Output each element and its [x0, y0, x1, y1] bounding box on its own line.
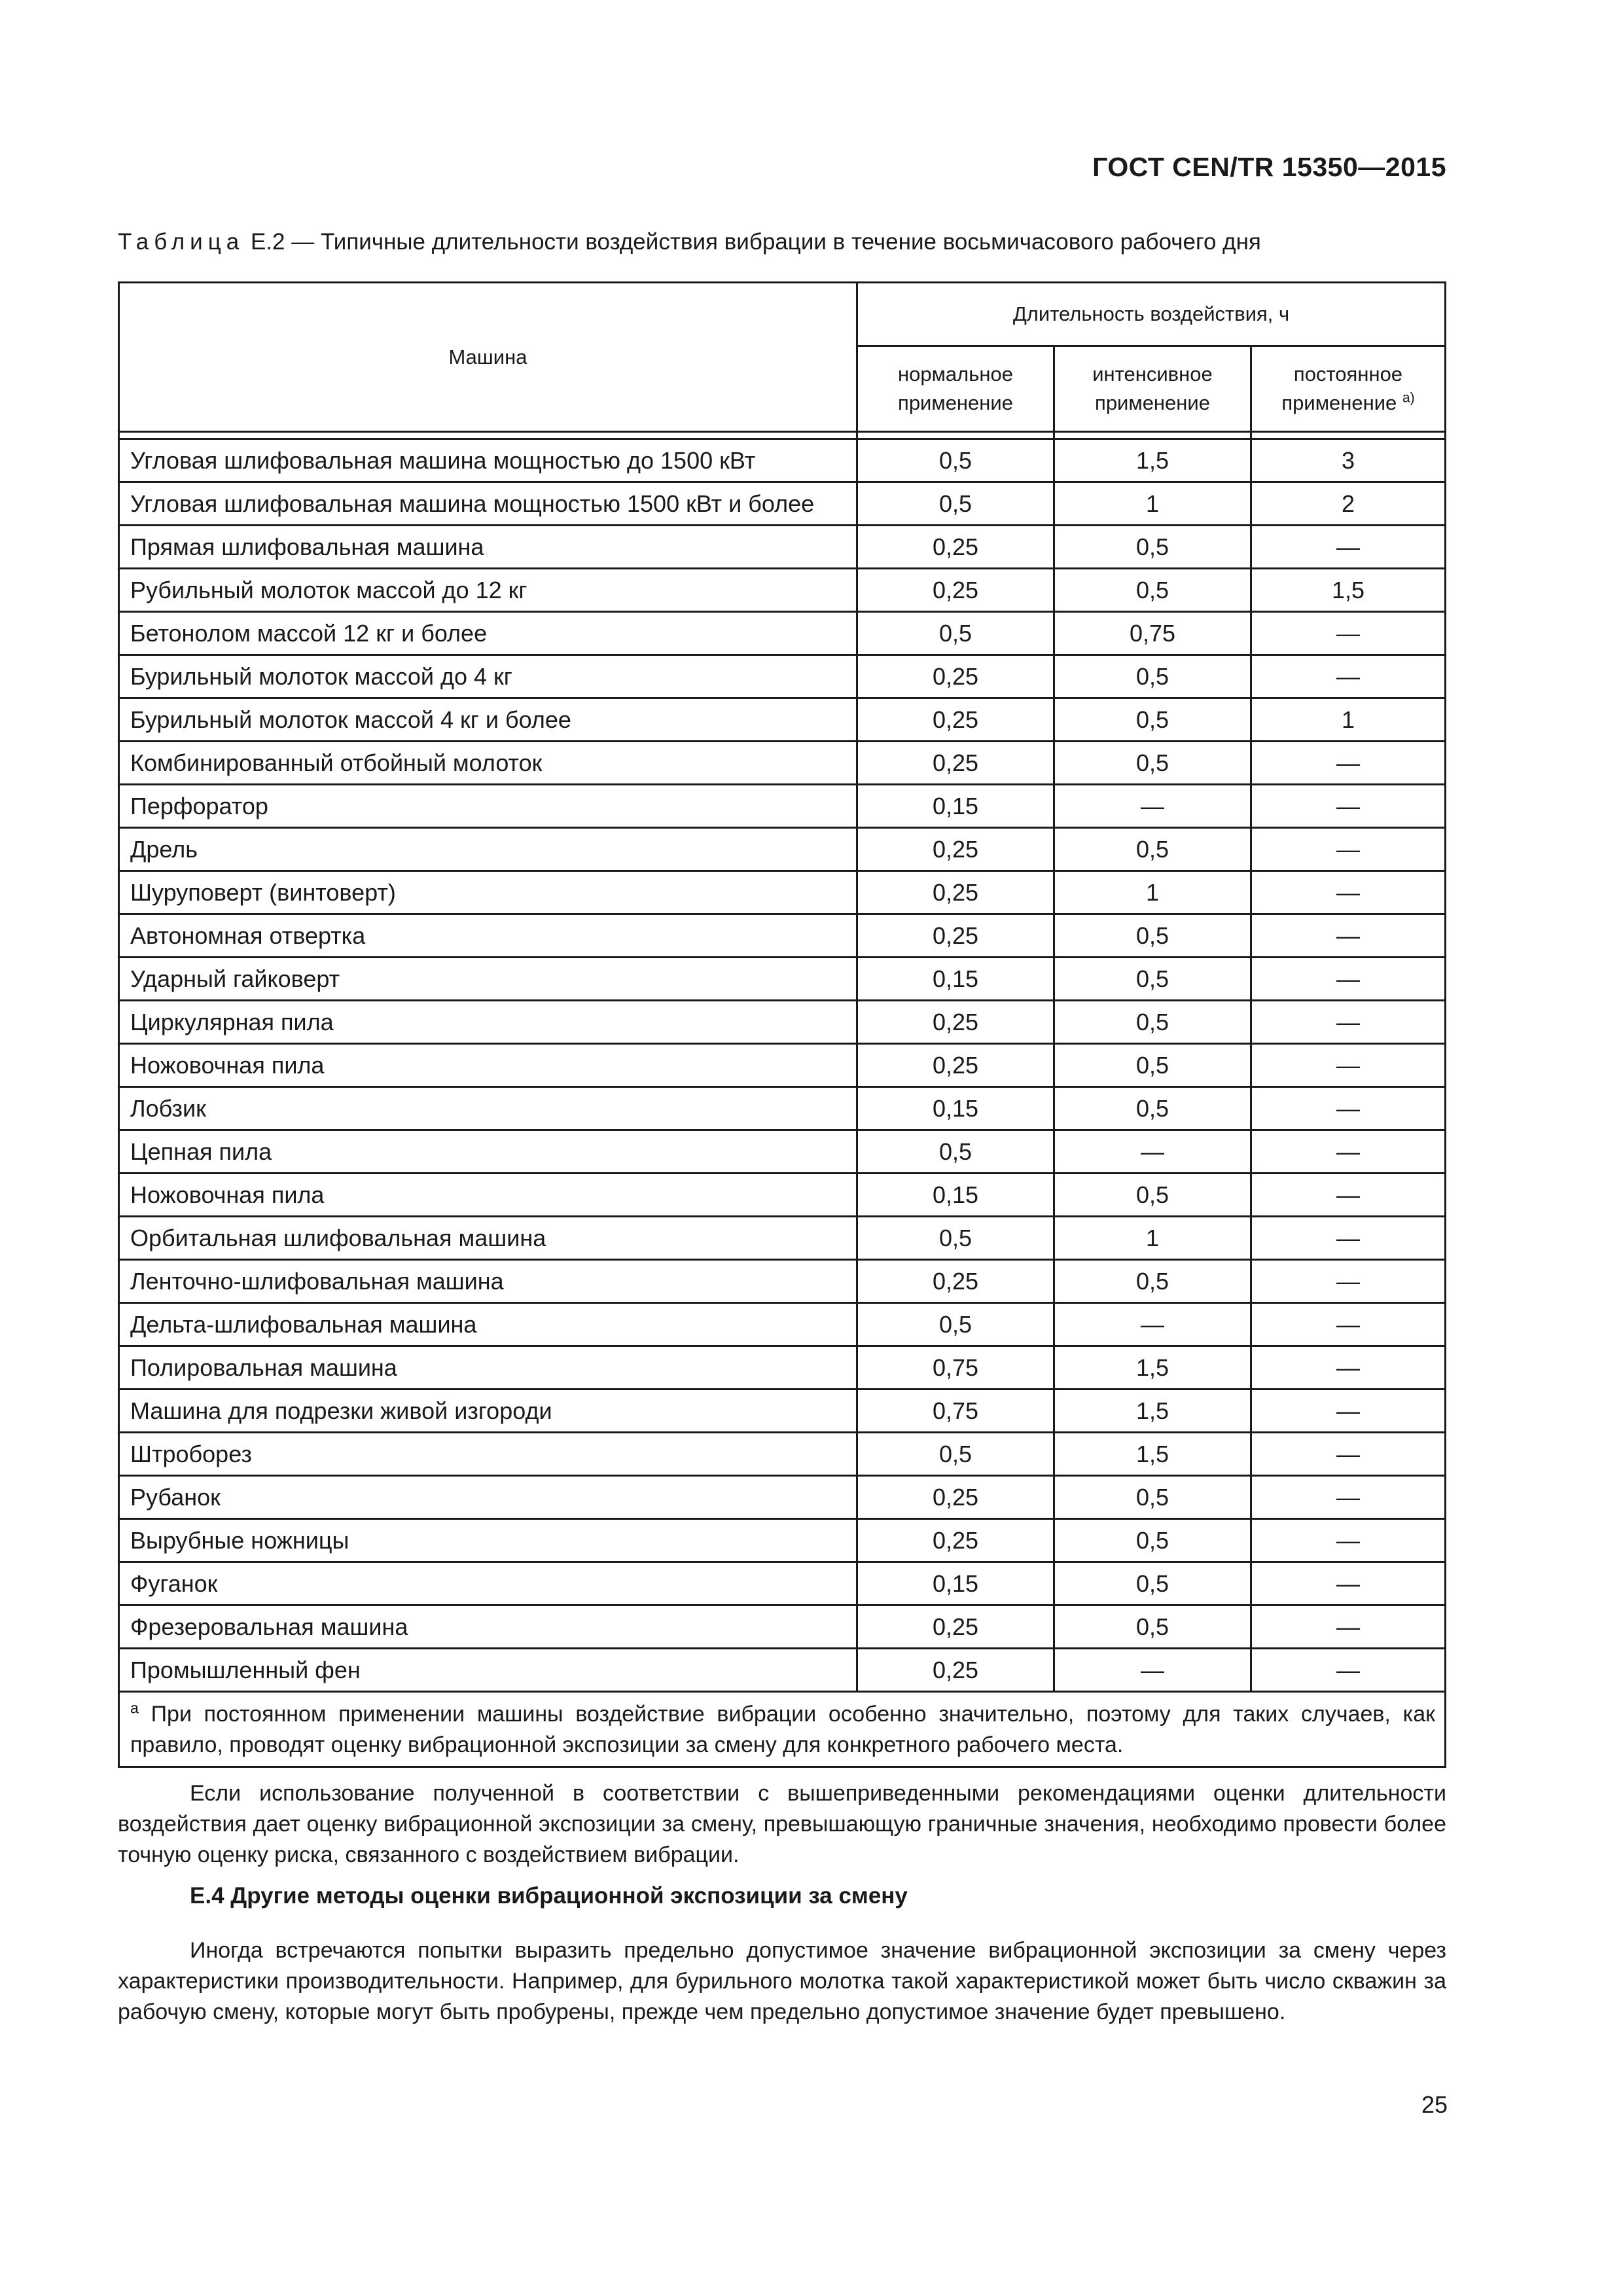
footnote-reference: а)	[1402, 390, 1415, 406]
footnote-text: При постоянном применении машины воздействие вибрации особенно значительно, поэтому для таких случаев, как правило, проводят оценку вибрационной экспозиции за смену для конкретного рабочего места.	[130, 1702, 1435, 1757]
vibration-duration-table	[118, 281, 1446, 1768]
table-row	[119, 1390, 1446, 1433]
cell-constant: —	[1251, 1130, 1446, 1174]
table-row	[119, 1476, 1446, 1519]
cell-constant: —	[1251, 1605, 1446, 1649]
cell-machine: Циркулярная пила	[119, 1001, 857, 1044]
cell-normal: 0,25	[857, 1260, 1054, 1303]
cell-constant: —	[1251, 1433, 1446, 1476]
cell-constant: —	[1251, 828, 1446, 871]
cell-intensive: —	[1054, 1649, 1251, 1692]
cell-normal: 0,25	[857, 914, 1054, 958]
cell-constant: 3	[1251, 439, 1446, 482]
table-row	[119, 871, 1446, 914]
cell-machine: Цепная пила	[119, 1130, 857, 1174]
cell-machine: Ножовочная пила	[119, 1174, 857, 1217]
column-header-machine: Машина	[119, 283, 857, 432]
table-row	[119, 526, 1446, 569]
cell-intensive: 0,5	[1054, 526, 1251, 569]
table-row	[119, 742, 1446, 785]
cell-normal: 0,15	[857, 785, 1054, 828]
cell-intensive: 0,5	[1054, 698, 1251, 742]
cell-constant: —	[1251, 1087, 1446, 1130]
cell-machine: Промышленный фен	[119, 1649, 857, 1692]
cell-intensive: —	[1054, 1130, 1251, 1174]
table-row	[119, 1174, 1446, 1217]
cell-machine: Вырубные ножницы	[119, 1519, 857, 1562]
cell-normal: 0,25	[857, 526, 1054, 569]
cell-machine: Штроборез	[119, 1433, 857, 1476]
cell-machine: Рубанок	[119, 1476, 857, 1519]
table-row	[119, 655, 1446, 698]
table-row	[119, 1087, 1446, 1130]
cell-constant: —	[1251, 871, 1446, 914]
cell-normal: 0,25	[857, 1001, 1054, 1044]
cell-constant: —	[1251, 1044, 1446, 1087]
cell-machine: Ножовочная пила	[119, 1044, 857, 1087]
document-header: ГОСТ CEN/TR 15350—2015	[1092, 152, 1446, 182]
cell-constant: 1,5	[1251, 569, 1446, 612]
table-caption-text: Е.2 — Типичные длительности воздействия вибрации в течение восьмичасового рабочего дня	[244, 229, 1261, 255]
cell-constant: —	[1251, 1519, 1446, 1562]
cell-constant: —	[1251, 785, 1446, 828]
cell-machine: Бурильный молоток массой 4 кг и более	[119, 698, 857, 742]
cell-intensive: 0,5	[1054, 1476, 1251, 1519]
cell-machine: Комбинированный отбойный молоток	[119, 742, 857, 785]
table-row	[119, 1044, 1446, 1087]
cell-normal: 0,5	[857, 439, 1054, 482]
table-row	[119, 1605, 1446, 1649]
cell-machine: Рубильный молоток массой до 12 кг	[119, 569, 857, 612]
cell-intensive: 0,5	[1054, 655, 1251, 698]
table-row	[119, 482, 1446, 526]
cell-intensive: 0,5	[1054, 1001, 1251, 1044]
cell-constant: —	[1251, 742, 1446, 785]
body-paragraph-2: Иногда встречаются попытки выразить предельно допустимое значение вибрационной экспозиции за смену через характеристики производительности. Например, для бурильного молотка такой характеристикой может быть число скважин за рабочую смену, которые могут быть пробурены, прежде чем предельно допустимое значение будет превышено.	[118, 1938, 1446, 2024]
cell-constant: —	[1251, 1649, 1446, 1692]
table-footnote	[119, 1692, 1446, 1767]
footnote-mark: а	[130, 1699, 139, 1717]
cell-normal: 0,25	[857, 1649, 1054, 1692]
table-row	[119, 785, 1446, 828]
cell-intensive: 0,5	[1054, 1605, 1251, 1649]
table-row	[119, 1649, 1446, 1692]
table-row	[119, 569, 1446, 612]
cell-machine: Полировальная машина	[119, 1346, 857, 1390]
cell-intensive: 1	[1054, 871, 1251, 914]
cell-machine: Бурильный молоток массой до 4 кг	[119, 655, 857, 698]
cell-intensive: 0,75	[1054, 612, 1251, 655]
cell-intensive: 1,5	[1054, 1346, 1251, 1390]
cell-normal: 0,5	[857, 1130, 1054, 1174]
cell-normal: 0,75	[857, 1390, 1054, 1433]
column-header-constant	[1251, 346, 1446, 432]
cell-machine: Угловая шлифовальная машина мощностью 1500 кВт и более	[119, 482, 857, 526]
cell-intensive: 0,5	[1054, 1260, 1251, 1303]
cell-normal: 0,5	[857, 482, 1054, 526]
cell-constant: —	[1251, 1562, 1446, 1605]
cell-machine: Бетонолом массой 12 кг и более	[119, 612, 857, 655]
cell-machine: Дрель	[119, 828, 857, 871]
table-row	[119, 1130, 1446, 1174]
cell-normal: 0,25	[857, 828, 1054, 871]
cell-constant: —	[1251, 1346, 1446, 1390]
cell-machine: Фуганок	[119, 1562, 857, 1605]
cell-constant: —	[1251, 1217, 1446, 1260]
cell-intensive: 0,5	[1054, 1519, 1251, 1562]
cell-normal: 0,5	[857, 1433, 1054, 1476]
cell-intensive: —	[1054, 785, 1251, 828]
cell-constant: 1	[1251, 698, 1446, 742]
cell-constant: —	[1251, 1303, 1446, 1346]
cell-constant: —	[1251, 1001, 1446, 1044]
cell-normal: 0,15	[857, 958, 1054, 1001]
cell-machine: Автономная отвертка	[119, 914, 857, 958]
cell-constant: —	[1251, 612, 1446, 655]
cell-normal: 0,15	[857, 1087, 1054, 1130]
cell-constant: —	[1251, 958, 1446, 1001]
cell-intensive: 0,5	[1054, 958, 1251, 1001]
page-number: 25	[1421, 2091, 1448, 2118]
cell-intensive: 1,5	[1054, 1433, 1251, 1476]
table-row	[119, 439, 1446, 482]
cell-constant: 2	[1251, 482, 1446, 526]
cell-constant: —	[1251, 526, 1446, 569]
table-row	[119, 828, 1446, 871]
cell-normal: 0,25	[857, 569, 1054, 612]
cell-machine: Перфоратор	[119, 785, 857, 828]
table-row	[119, 698, 1446, 742]
cell-machine: Орбитальная шлифовальная машина	[119, 1217, 857, 1260]
cell-constant: —	[1251, 914, 1446, 958]
cell-intensive: 0,5	[1054, 1562, 1251, 1605]
table-row	[119, 1562, 1446, 1605]
column-header-intensive: интенсивное применение	[1054, 346, 1251, 432]
cell-intensive: 0,5	[1054, 1174, 1251, 1217]
cell-normal: 0,25	[857, 698, 1054, 742]
cell-constant: —	[1251, 1260, 1446, 1303]
table-row	[119, 1001, 1446, 1044]
cell-machine: Фрезеровальная машина	[119, 1605, 857, 1649]
cell-machine: Машина для подрезки живой изгороди	[119, 1390, 857, 1433]
table-row	[119, 958, 1446, 1001]
table-row	[119, 1433, 1446, 1476]
table-row	[119, 1519, 1446, 1562]
cell-intensive: 0,5	[1054, 569, 1251, 612]
cell-intensive: 0,5	[1054, 1044, 1251, 1087]
cell-intensive: —	[1054, 1303, 1251, 1346]
cell-normal: 0,25	[857, 1476, 1054, 1519]
cell-constant: —	[1251, 1174, 1446, 1217]
cell-normal: 0,5	[857, 612, 1054, 655]
cell-normal: 0,15	[857, 1562, 1054, 1605]
cell-normal: 0,15	[857, 1174, 1054, 1217]
section-heading: Е.4 Другие методы оценки вибрационной экспозиции за смену	[190, 1883, 908, 1909]
column-group-duration: Длительность воздействия, ч	[857, 283, 1446, 346]
cell-constant: —	[1251, 1390, 1446, 1433]
cell-intensive: 0,5	[1054, 742, 1251, 785]
cell-normal: 0,25	[857, 1044, 1054, 1087]
cell-intensive: 1,5	[1054, 439, 1251, 482]
cell-intensive: 1	[1054, 482, 1251, 526]
cell-normal: 0,5	[857, 1217, 1054, 1260]
cell-intensive: 0,5	[1054, 828, 1251, 871]
table-row	[119, 1260, 1446, 1303]
cell-intensive: 1	[1054, 1217, 1251, 1260]
cell-normal: 0,25	[857, 1605, 1054, 1649]
table-caption-label: Таблица	[118, 229, 245, 255]
cell-intensive: 1,5	[1054, 1390, 1251, 1433]
body-paragraph-1: Если использование полученной в соответствии с вышеприведенными рекомендациями оценки длительности воздействия дает оценку вибрационной экспозиции за смену, превышающую граничные значения, необходимо провести более точную оценку риска, связанного с воздействием вибрации.	[118, 1781, 1446, 1867]
cell-machine: Ударный гайковерт	[119, 958, 857, 1001]
table-row	[119, 1217, 1446, 1260]
cell-normal: 0,5	[857, 1303, 1054, 1346]
table-caption	[118, 229, 1446, 255]
column-header-constant-label: постоянное применение	[1281, 363, 1403, 414]
cell-intensive: 0,5	[1054, 914, 1251, 958]
cell-intensive: 0,5	[1054, 1087, 1251, 1130]
cell-machine: Угловая шлифовальная машина мощностью до 1500 кВт	[119, 439, 857, 482]
cell-constant: —	[1251, 1476, 1446, 1519]
cell-normal: 0,25	[857, 742, 1054, 785]
cell-normal: 0,25	[857, 871, 1054, 914]
table-row	[119, 1303, 1446, 1346]
cell-machine: Шуруповерт (винтоверт)	[119, 871, 857, 914]
table-body	[119, 439, 1446, 1692]
table-row	[119, 1346, 1446, 1390]
table-row	[119, 914, 1446, 958]
cell-machine: Прямая шлифовальная машина	[119, 526, 857, 569]
table-row	[119, 612, 1446, 655]
cell-machine: Дельта-шлифовальная машина	[119, 1303, 857, 1346]
cell-normal: 0,25	[857, 655, 1054, 698]
cell-normal: 0,75	[857, 1346, 1054, 1390]
cell-normal: 0,25	[857, 1519, 1054, 1562]
cell-constant: —	[1251, 655, 1446, 698]
column-header-normal: нормальное применение	[857, 346, 1054, 432]
cell-machine: Ленточно-шлифовальная машина	[119, 1260, 857, 1303]
cell-machine: Лобзик	[119, 1087, 857, 1130]
